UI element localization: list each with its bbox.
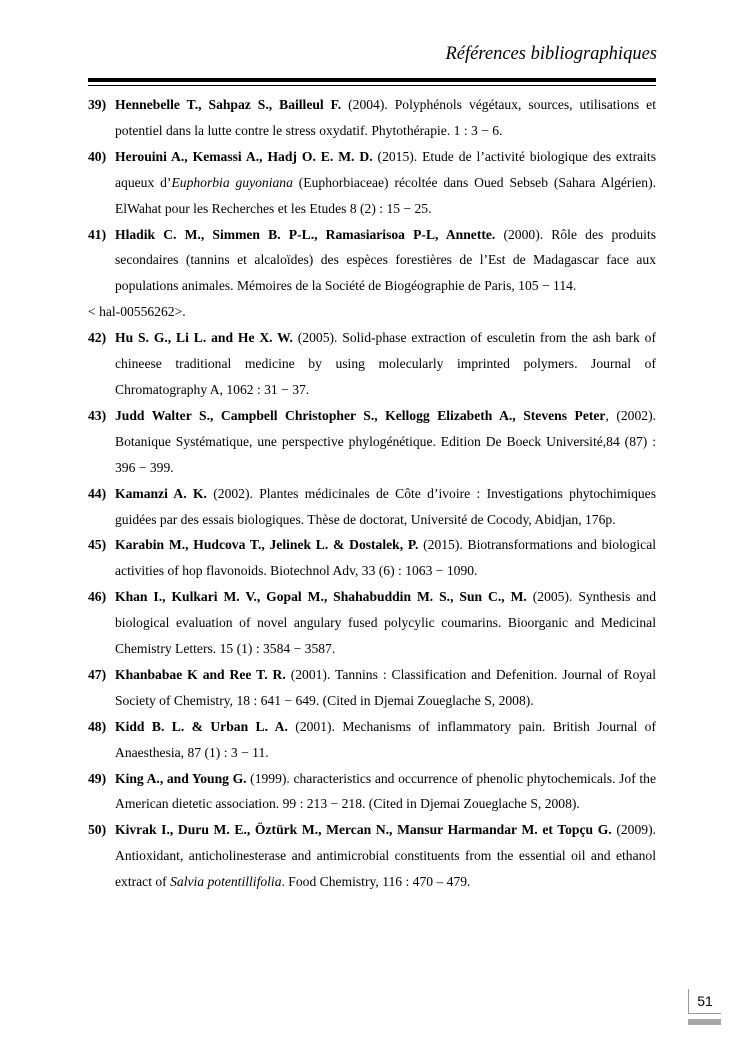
page-number-bar (688, 1019, 721, 1025)
reference-number: 43) (88, 407, 107, 423)
reference-item (88, 714, 656, 766)
reference-text: < hal-00556262>. (88, 304, 186, 320)
reference-item (88, 766, 656, 818)
reference-authors: Hladik C. M., Simmen B. P-L., Ramasiarisoa P-L, Annette. (115, 226, 496, 242)
reference-item (88, 662, 656, 714)
reference-item (88, 222, 656, 300)
reference-authors: Kivrak I., Duru M. E., Öztürk M., Mercan N., Mansur Harmandar M. et Topçu G. (115, 822, 612, 838)
reference-text: (2015). Biotransformations and biological activities of hop flavonoids. Biotechnol Adv, 33 (6) : 1063 − 1090. (115, 537, 657, 579)
reference-text: (2004). Polyphénols végétaux, sources, utilisations et potentiel dans la lutte contre le stress oxydatif. Phytothérapie. 1 : 3 − 6. (115, 97, 656, 138)
reference-text: (2009). Antioxidant, anticholinesterase and antimicrobial constituents from the essential oil and ethanol extract of (115, 822, 656, 890)
reference-number: 39) (88, 97, 107, 112)
reference-number: 49) (88, 770, 107, 786)
reference-text: . Food Chemistry, 116 : 470 – 479. (281, 874, 471, 890)
reference-text: (2001). Mechanisms of inflammatory pain. British Journal of Anaesthesia, 87 (1) : 3 − 11. (115, 718, 656, 760)
reference-species: Salvia potentillifolia (170, 874, 282, 890)
reference-text: (1999). characteristics and occurrence of phenolic phytochemicals. Jof the American dietetic association. 99 : 213 − 218. (Cited in Djemai Zoueglache S, 2008). (115, 770, 656, 812)
header-rule-thin (88, 85, 656, 86)
reference-number: 45) (88, 537, 107, 553)
reference-item (88, 403, 656, 481)
reference-authors: Hu S. G., Li L. and He X. W. (115, 330, 293, 346)
reference-authors: Kamanzi A. K. (115, 485, 207, 501)
reference-text: (2002). Plantes médicinales de Côte d’ivoire : Investigations phytochimiques guidées par des essais biologiques. Thèse de doctorat, Université de Cocody, Abidjan, 176p. (115, 485, 656, 527)
reference-item (88, 817, 656, 895)
reference-text: , (2002). Botanique Systématique, une perspective phylogénétique. Edition De Boeck Université,84 (87) : 396 − 399. (115, 407, 656, 475)
reference-item (88, 325, 656, 403)
reference-species: Euphorbia guyoniana (171, 174, 293, 190)
reference-authors: Hennebelle T., Sahpaz S., Bailleul F. (115, 97, 342, 112)
reference-number: 41) (88, 226, 107, 242)
page-header-title: Références bibliographiques (445, 44, 657, 64)
reference-text: (2015). Etude de l’activité biologique des extraits aqueux d’ (115, 148, 656, 190)
reference-number: 42) (88, 330, 107, 346)
reference-authors: King A., and Young G. (115, 770, 247, 786)
reference-text: (2005). Synthesis and biological evaluation of novel angulary fused polycylic coumarins. Bioorganic and Medicinal Chemistry Letters. 15 (1) : 3584 − 3587. (115, 589, 656, 657)
reference-authors: Khanbabae K and Ree T. R. (115, 666, 286, 682)
reference-item (88, 92, 656, 144)
header-rule-thick (88, 78, 656, 82)
reference-item (88, 532, 656, 584)
page-number: 51 (688, 989, 721, 1014)
reference-item (88, 584, 656, 662)
reference-authors: Karabin M., Hudcova T., Jelinek L. & Dostalek, P. (115, 537, 419, 553)
reference-authors: Judd Walter S., Campbell Christopher S., Kellogg Elizabeth A., Stevens Peter (115, 407, 606, 423)
reference-number: 44) (88, 485, 107, 501)
reference-item (88, 481, 656, 533)
reference-number: 47) (88, 666, 107, 682)
reference-text: (2001). Tannins : Classification and Defenition. Journal of Royal Society of Chemistry, 18 : 641 − 649. (Cited in Djemai Zoueglache S, 2008). (115, 666, 656, 708)
reference-text: (2005). Solid-phase extraction of esculetin from the ash bark of chineese traditional medicine by using molecularly imprinted polymers. Journal of Chromatography A, 1062 : 31 − 37. (115, 330, 656, 397)
reference-text: (Euphorbiaceae) récoltée dans Oued Sebseb (Sahara Algérien). ElWahat pour les Recherches et les Etudes 8 (2) : 15 − 25. (115, 174, 656, 216)
reference-number: 40) (88, 148, 107, 164)
reference-text: (2000). Rôle des produits secondaires (tannins et alcaloïdes) des espèces forestières de l’Est de Madagascar face aux populations animales. Mémoires de la Société de Biogéographie de Paris, 105 − 114. (115, 226, 656, 294)
reference-item (88, 144, 656, 222)
reference-list (88, 92, 656, 895)
reference-number: 50) (88, 822, 107, 838)
reference-note (88, 299, 656, 325)
reference-authors: Herouini A., Kemassi A., Hadj O. E. M. D. (115, 148, 373, 164)
reference-number: 48) (88, 718, 107, 734)
reference-authors: Kidd B. L. & Urban L. A. (115, 718, 288, 734)
reference-authors: Khan I., Kulkari M. V., Gopal M., Shahabuddin M. S., Sun C., M. (115, 589, 527, 605)
reference-number: 46) (88, 589, 107, 605)
